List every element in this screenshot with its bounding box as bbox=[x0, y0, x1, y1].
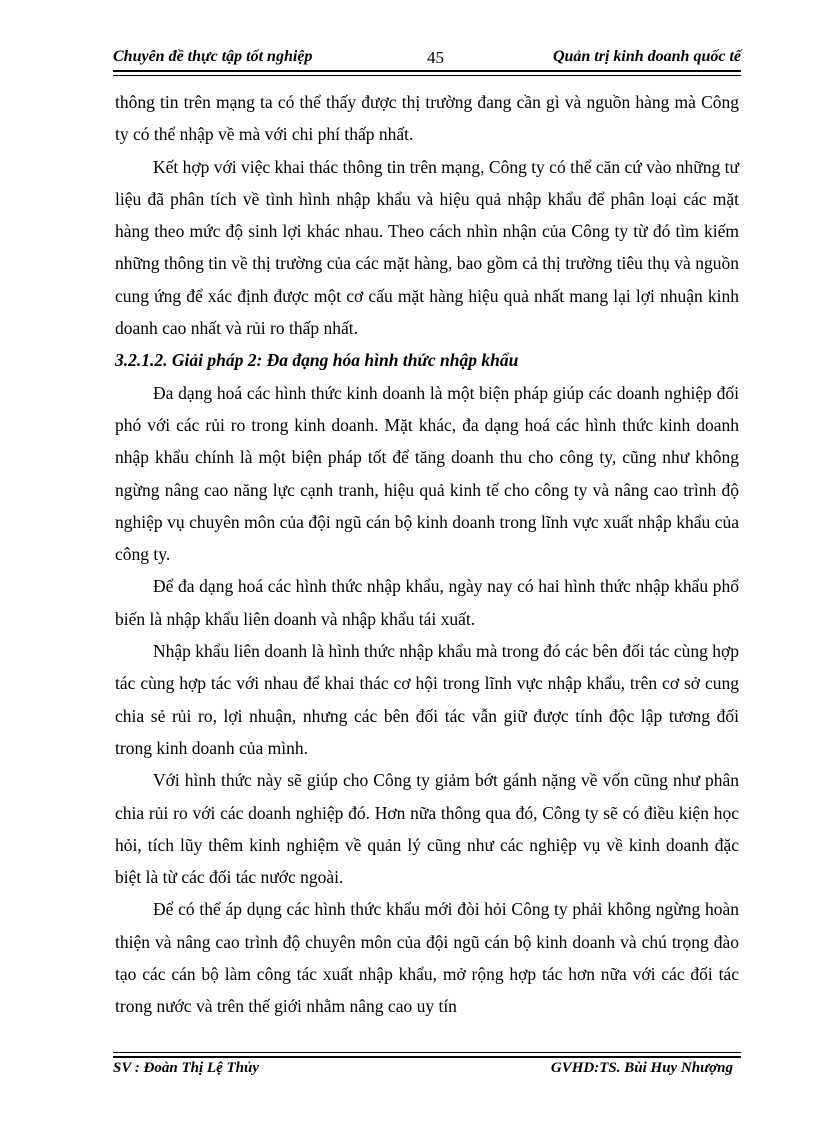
footer-student: SV : Đoàn Thị Lệ Thủy bbox=[113, 1060, 259, 1076]
header-rule-thick bbox=[113, 70, 741, 72]
page-header bbox=[113, 44, 741, 70]
paragraph-1: thông tin trên mạng ta có thể thấy được thị trường đang cần gì và nguồn hàng mà Công ty có thể nhập về mà với chi phí thấp nhất. bbox=[115, 92, 739, 145]
section-heading: 3.2.1.2. Giải pháp 2: Đa đạng hóa hình thức nhập khẩu bbox=[115, 350, 519, 371]
header-rule-thin bbox=[113, 75, 741, 76]
page-footer bbox=[113, 1058, 733, 1082]
paragraph-4: Để đa dạng hoá các hình thức nhập khẩu, ngày nay có hai hình thức nhập khẩu phổ biến là nhập khẩu liên doanh và nhập khẩu tái xuất. bbox=[115, 576, 739, 629]
page-body bbox=[115, 86, 739, 1023]
header-title: Chuyên đề thực tập tốt nghiệp bbox=[113, 48, 313, 65]
paragraph-7: Để có thể áp dụng các hình thức khẩu mới đòi hỏi Công ty phải không ngừng hoàn thiện và nâng cao trình độ chuyên môn của đội ngũ cán bộ kinh doanh và chú trọng đào tạo các cán bộ làm công tác xuất nhập khẩu, mở rộng hợp tác hơn nữa với các đối tác trong nước và trên thế giới nhằm nâng cao uy tín bbox=[115, 899, 739, 1017]
paragraph-5: Nhập khẩu liên doanh là hình thức nhập khẩu mà trong đó các bên đối tác cùng hợp tác cùng hợp tác với nhau để khai thác cơ hội trong lĩnh vực nhập khẩu, trên cơ sở cung chia sẻ rủi ro, lợi nhuận, nhưng các bên đối tác vẫn giữ được tính độc lập tương đối trong kinh doanh của mình. bbox=[115, 641, 739, 758]
footer-rule-thin bbox=[113, 1052, 741, 1053]
paragraph-6: Với hình thức này sẽ giúp cho Công ty giảm bớt gánh nặng về vốn cũng như phân chia rủi ro với các doanh nghiệp đó. Hơn nữa thông qua đó, Công ty sẽ có điều kiện học hỏi, tích lũy thêm kinh nghiệm về quản lý cũng như các nghiệp vụ về kinh doanh đặc biệt là từ các đối tác nước ngoài. bbox=[115, 770, 739, 888]
paragraph-2: Kết hợp với việc khai thác thông tin trên mạng, Công ty có thể căn cứ vào những tư liệu đã phân tích về tình hình nhập khẩu và hiệu quả nhập khẩu để phân loại các mặt hàng theo mức độ sinh lợi khác nhau. Theo cách nhìn nhận của Công ty từ đó tìm kiếm những thông tin về thị trường của các mặt hàng, bao gồm cả thị trường tiêu thụ và nguồn cung ứng để xác định được một cơ cấu mặt hàng hiệu quả nhất mang lại lợi nhuận kinh doanh cao nhất và rủi ro thấp nhất. bbox=[115, 156, 739, 339]
footer-supervisor: GVHD:TS. Bùi Huy Nhượng bbox=[550, 1060, 733, 1076]
header-subject: Quản trị kinh doanh quốc tế bbox=[552, 48, 741, 65]
page-number: 45 bbox=[427, 48, 444, 67]
paragraph-3: Đa dạng hoá các hình thức kinh doanh là một biện pháp giúp các doanh nghiệp đối phó với các rủi ro trong kinh doanh. Mặt khác, đa dạng hoá các hình thức kinh doanh nhập khẩu chính là một biện pháp tốt để tăng doanh thu cho công ty, cũng như không ngừng nâng cao năng lực cạnh tranh, hiệu quả kinh tế cho công ty và nâng cao trình độ nghiệp vụ chuyên môn của đội ngũ cán bộ kinh doanh trong lĩnh vực xuất nhập khẩu của công ty. bbox=[115, 382, 739, 565]
